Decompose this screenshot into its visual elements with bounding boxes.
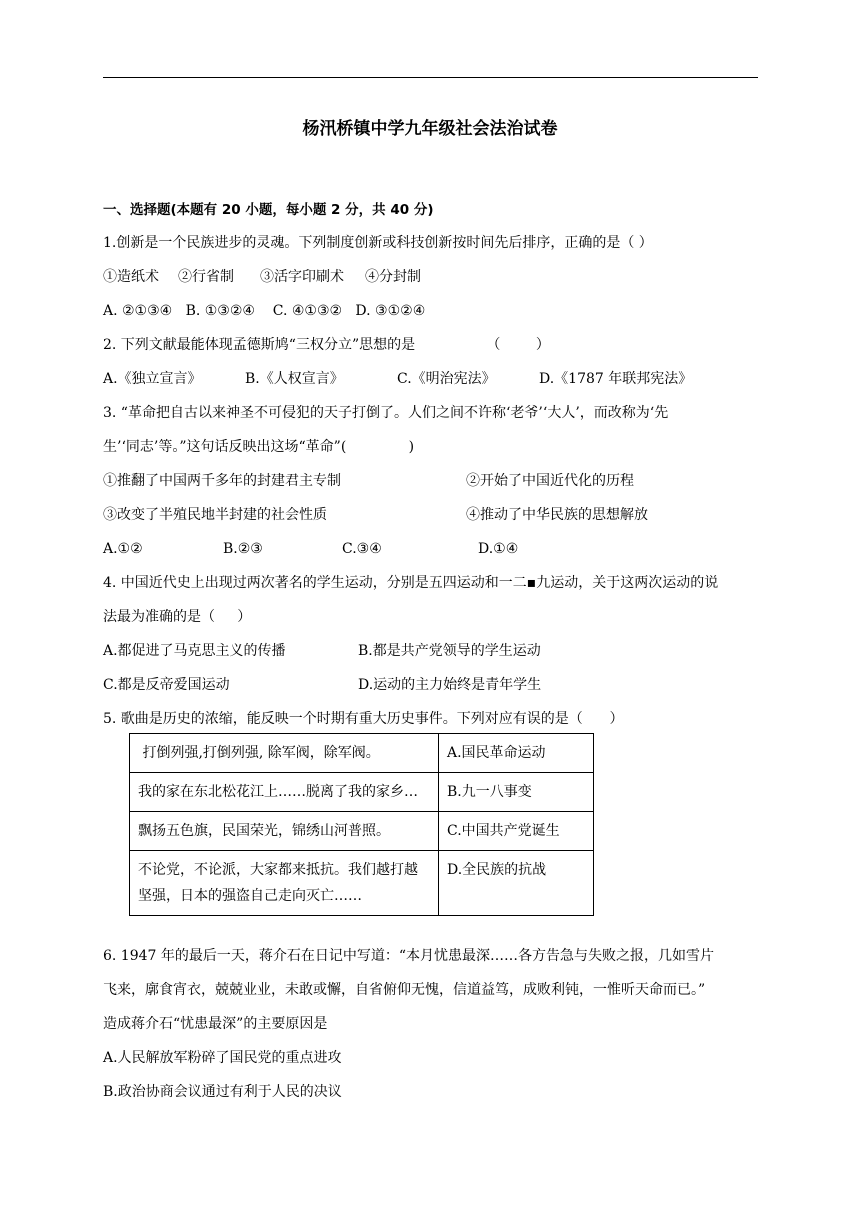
question-4-options-row2 xyxy=(103,675,541,695)
question-2-stem: 2. 下列文献最能体现孟德斯鸠“三权分立”思想的是 （ ） xyxy=(103,337,550,353)
question-1-items xyxy=(103,267,421,287)
q4-option: D.运动的主力始终是青年学生 xyxy=(358,677,542,693)
q3-option: C.③④ xyxy=(342,541,382,557)
q4-option: B.都是共产党领导的学生运动 xyxy=(358,643,541,659)
header-rule xyxy=(103,77,758,78)
question-6-stem-cont: 飞来，廓食宵衣，兢兢业业，未敢或懈，自省俯仰无愧，信道益笃，成败利钝，一惟听天命而已。” xyxy=(103,982,706,998)
q1-item: ③活字印刷术 xyxy=(260,269,344,285)
q3-item: ②开始了中国近代化的历程 xyxy=(466,473,634,489)
historical-event: B.九一八事变 xyxy=(439,773,594,812)
q2-option: B.《人权宣言》 xyxy=(245,371,344,387)
q3-option: D.①④ xyxy=(478,541,519,557)
q1-item: ④分封制 xyxy=(365,269,421,285)
table-row xyxy=(130,734,594,773)
question-4-stem-cont: 法最为准确的是（ ） xyxy=(103,609,252,625)
song-lyric: 飘扬五色旗，民国荣光，锦绣山河普照。 xyxy=(130,812,439,851)
historical-event: A.国民革命运动 xyxy=(439,734,594,773)
historical-event: D.全民族的抗战 xyxy=(439,851,594,916)
q2-option: C.《明治宪法》 xyxy=(397,371,496,387)
question-4-stem: 4. 中国近代史上出现过两次著名的学生运动，分别是五四运动和一二▪九运动，关于这两次运动的说 xyxy=(103,575,719,591)
table-row xyxy=(130,812,594,851)
question-1-stem: 1.创新是一个民族进步的灵魂。下列制度创新或科技创新按时间先后排序，正确的是（ ） xyxy=(103,235,653,251)
q6-option: B.政治协商会议通过有利于人民的决议 xyxy=(103,1084,342,1100)
section-heading: 一、选择题(本题有 20 小题，每小题 2 分，共 40 分) xyxy=(103,202,434,218)
question-1-options: A. ②①③④ B. ①③②④ C. ④①③② D. ③①②④ xyxy=(103,303,426,319)
question-3-stem: 3. “革命把自古以来神圣不可侵犯的天子打倒了。人们之间不许称‘老爷’‘大人’，而改称为‘先 xyxy=(103,405,669,421)
q1-item: ②行省制 xyxy=(178,269,234,285)
question-3-items-row2 xyxy=(103,505,648,525)
q1-item: ①造纸术 xyxy=(103,269,159,285)
table-row xyxy=(130,773,594,812)
question-5-stem: 5. 歌曲是历史的浓缩，能反映一个时期有重大历史事件。下列对应有误的是（ ） xyxy=(103,711,624,727)
question-3-stem-cont: 生’‘同志’等。”这句话反映出这场“革命”( ) xyxy=(103,439,415,455)
table-row xyxy=(130,851,594,916)
song-lyric: 打倒列强,打倒列强, 除军阀，除军阀。 xyxy=(130,734,439,773)
q3-option: B.②③ xyxy=(223,541,263,557)
question-6-stem-cont2: 造成蒋介石“忧患最深”的主要原因是 xyxy=(103,1016,328,1032)
question-6-stem: 6. 1947 年的最后一天，蒋介石在日记中写道：“本月忧患最深……各方告急与失败之报，几如雪片 xyxy=(103,948,715,964)
page-title: 杨汛桥镇中学九年级社会法治试卷 xyxy=(302,119,558,139)
question-2-options xyxy=(103,369,692,389)
q4-option: A.都促进了马克思主义的传播 xyxy=(103,643,286,659)
q6-option: A.人民解放军粉碎了国民党的重点进攻 xyxy=(103,1050,342,1066)
historical-event: C.中国共产党诞生 xyxy=(439,812,594,851)
song-lyric: 我的家在东北松花江上……脱离了我的家乡… xyxy=(130,773,439,812)
q4-option: C.都是反帝爱国运动 xyxy=(103,677,230,693)
q2-option: D.《1787 年联邦宪法》 xyxy=(539,371,693,387)
song-event-table xyxy=(129,733,594,916)
question-3-options xyxy=(103,539,518,559)
q3-item: ④推动了中华民族的思想解放 xyxy=(466,507,648,523)
q3-option: A.①② xyxy=(103,541,143,557)
q3-item: ③改变了半殖民地半封建的社会性质 xyxy=(103,507,327,523)
song-lyric: 不论党，不论派，大家都来抵抗。我们越打越坚强，日本的强盗自己走向灭亡…… xyxy=(130,851,439,916)
question-3-items-row1 xyxy=(103,471,634,491)
q3-item: ①推翻了中国两千多年的封建君主专制 xyxy=(103,473,341,489)
q2-option: A.《独立宣言》 xyxy=(103,371,202,387)
question-4-options-row1 xyxy=(103,641,541,661)
